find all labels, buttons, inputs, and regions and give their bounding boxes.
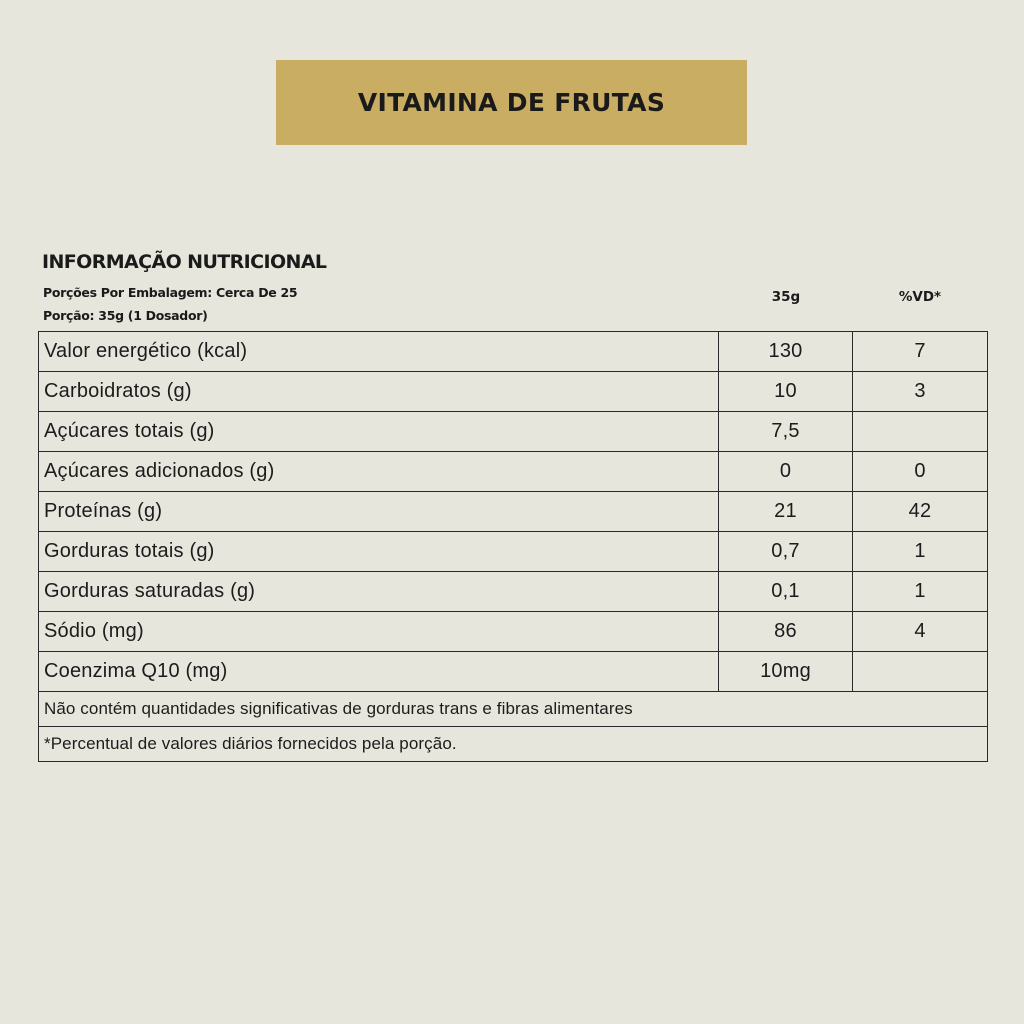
nutrient-label: Proteínas (g): [39, 492, 719, 532]
nutrient-vd: 7: [853, 332, 988, 372]
nutrient-vd: 4: [853, 612, 988, 652]
nutrient-label: Açúcares totais (g): [39, 412, 719, 452]
table-row: [39, 452, 988, 492]
table-row: [39, 612, 988, 652]
nutrient-vd: 3: [853, 372, 988, 412]
table-row: [39, 532, 988, 572]
not-significant-note: Não contém quantidades significativas de gorduras trans e fibras alimentares: [39, 692, 988, 727]
nutrient-amount: 0,1: [719, 572, 853, 612]
nutrient-label: Coenzima Q10 (mg): [39, 652, 719, 692]
servings-per-package: Porções Por Embalagem: Cerca De 25: [43, 285, 298, 300]
nutrition-table: [38, 331, 988, 762]
nutrient-amount: 0: [719, 452, 853, 492]
serving-size: Porção: 35g (1 Dosador): [43, 308, 208, 323]
nutrient-amount: 86: [719, 612, 853, 652]
nutrient-amount: 7,5: [719, 412, 853, 452]
nutrient-amount: 0,7: [719, 532, 853, 572]
table-row: [39, 492, 988, 532]
table-row: [39, 572, 988, 612]
table-row: [39, 372, 988, 412]
table-row: [39, 332, 988, 372]
nutrient-vd: 1: [853, 532, 988, 572]
note-row: [39, 727, 988, 762]
column-header-vd: %VD*: [898, 289, 942, 305]
table-row: [39, 652, 988, 692]
nutrient-amount: 130: [719, 332, 853, 372]
product-title: VITAMINA DE FRUTAS: [357, 88, 666, 117]
nutrient-vd: 0: [853, 452, 988, 492]
nutrient-vd: [853, 412, 988, 452]
nutrient-label: Valor energético (kcal): [39, 332, 719, 372]
nutrient-amount: 21: [719, 492, 853, 532]
nutrient-label: Açúcares adicionados (g): [39, 452, 719, 492]
note-row: [39, 692, 988, 727]
nutrient-label: Sódio (mg): [39, 612, 719, 652]
nutrient-amount: 10mg: [719, 652, 853, 692]
percent-footnote: *Percentual de valores diários fornecidos pela porção.: [39, 727, 988, 762]
title-banner: [276, 60, 747, 145]
nutrient-vd: [853, 652, 988, 692]
nutrient-amount: 10: [719, 372, 853, 412]
table-row: [39, 412, 988, 452]
nutrition-heading: INFORMAÇÃO NUTRICIONAL: [42, 251, 327, 273]
nutrient-label: Gorduras saturadas (g): [39, 572, 719, 612]
nutrient-vd: 1: [853, 572, 988, 612]
nutrient-label: Gorduras totais (g): [39, 532, 719, 572]
column-header-amount: 35g: [771, 289, 801, 305]
nutrient-vd: 42: [853, 492, 988, 532]
nutrient-label: Carboidratos (g): [39, 372, 719, 412]
